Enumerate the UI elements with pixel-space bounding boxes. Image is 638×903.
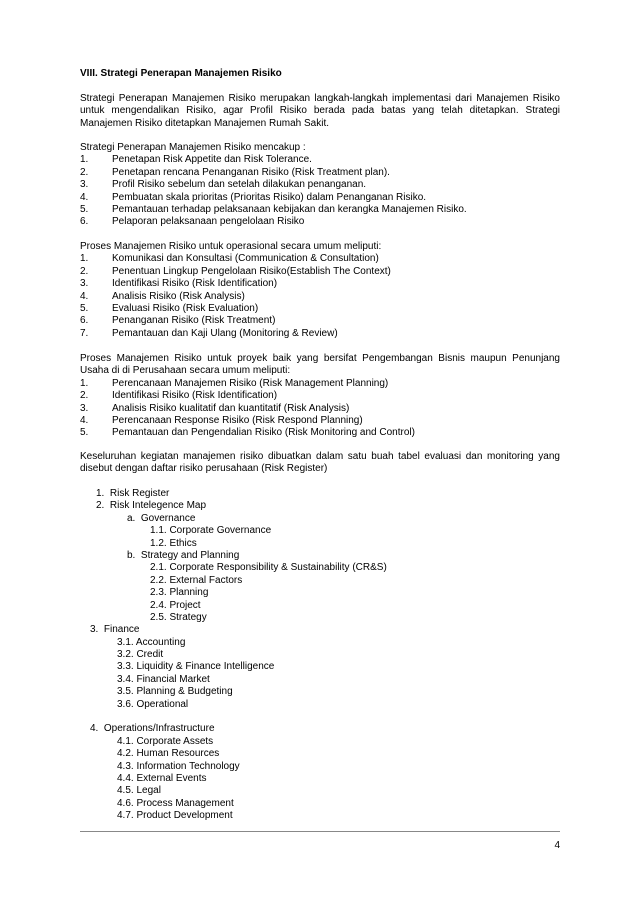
outline-item: 3.4. Financial Market	[117, 673, 210, 685]
list-item-number: 2.	[80, 390, 89, 402]
list-item	[80, 328, 560, 340]
list-item-text: Analisis Risiko kualitatif dan kuantitatif (Risk Analysis)	[112, 402, 350, 414]
outline-item: 4.7. Product Development	[117, 810, 233, 822]
outline-item: 2. Risk Intelegence Map	[96, 500, 207, 512]
list-item-text: Profil Risiko sebelum dan setelah dilakukan penanganan.	[112, 179, 367, 191]
list-item-text: Perencanaan Manajemen Risiko (Risk Management Planning)	[112, 377, 389, 389]
list-item-number: 6.	[80, 216, 89, 228]
list-item	[80, 427, 560, 439]
outline-item: 4.4. External Events	[117, 772, 207, 784]
outline-item: a. Governance	[127, 512, 196, 524]
project-list	[80, 378, 560, 440]
list-item	[80, 154, 560, 166]
list-item-number: 3.	[80, 179, 89, 191]
outline-item: 3.1. Accounting	[117, 636, 186, 648]
list-item-text: Identifikasi Risiko (Risk Identification)	[112, 278, 278, 290]
list-item-number: 4.	[80, 191, 89, 203]
list-item	[80, 403, 560, 415]
outline-item: 3.5. Planning & Budgeting	[117, 686, 233, 698]
list-item-text: Identifikasi Risiko (Risk Identification)	[112, 390, 278, 402]
list-item-number: 5.	[80, 303, 89, 315]
outline-item: 2.3. Planning	[150, 587, 209, 599]
list-item	[80, 303, 560, 315]
list-item-number: 3.	[80, 278, 89, 290]
list-item-number: 2.	[80, 265, 89, 277]
section-heading: VIII. Strategi Penerapan Manajemen Risiko	[80, 68, 282, 79]
list-item	[80, 415, 560, 427]
list-item-text: Penetapan Risk Appetite dan Risk Tolerance.	[112, 154, 312, 166]
project-section	[80, 353, 560, 440]
list-item	[80, 315, 560, 327]
outline-item: b. Strategy and Planning	[127, 549, 240, 561]
list-item-number: 6.	[80, 315, 89, 327]
intro-paragraph: Strategi Penerapan Manajemen Risiko merupakan langkah-langkah implementasi dari Manajemen Risiko untuk mengendalikan Risiko, agar Profil Risiko berada pada batas yang telah ditetapkan. Strategi Manajemen Risiko ditetapkan Manajemen Rumah Sakit.	[80, 93, 560, 129]
outline-item: 2.1. Corporate Responsibility & Sustainability (CR&S)	[150, 562, 387, 574]
list-item-number: 4.	[80, 290, 89, 302]
operational-lead: Proses Manajemen Risiko untuk operasional secara umum meliputi:	[80, 241, 382, 252]
list-item	[80, 390, 560, 402]
list-item-number: 4.	[80, 415, 89, 427]
list-item-text: Penanganan Risiko (Risk Treatment)	[112, 315, 276, 327]
outline-item: 4.6. Process Management	[117, 797, 234, 809]
operational-list	[80, 253, 560, 340]
list-item	[80, 216, 560, 228]
list-item	[80, 278, 560, 290]
outline-item: 3.6. Operational	[117, 698, 189, 710]
outline-item: 3. Finance	[90, 624, 140, 636]
outline-item: 4. Operations/Infrastructure	[90, 723, 215, 735]
footer-divider	[80, 831, 560, 832]
outline-item: 4.5. Legal	[117, 785, 161, 797]
list-item-text: Perencanaan Response Risiko (Risk Respond Planning)	[112, 415, 363, 427]
register-paragraph: Keseluruhan kegiatan manajemen risiko dibuatkan dalam satu buah tabel evaluasi dan monitoring yang disebut dengan daftar risiko perusahaan (Risk Register)	[80, 451, 560, 475]
outline-item: 3.3. Liquidity & Finance Intelligence	[117, 661, 275, 673]
outline-item: 4.1. Corporate Assets	[117, 735, 214, 747]
outline-item: 1.2. Ethics	[150, 537, 197, 549]
page-number: 4	[554, 840, 560, 851]
list-item-text: Penetapan rencana Penanganan Risiko (Risk Treatment plan).	[112, 166, 390, 178]
outline-item: 2.5. Strategy	[150, 611, 207, 623]
list-item-number: 1.	[80, 377, 89, 389]
list-item-text: Pembuatan skala prioritas (Prioritas Risiko) dalam Penanganan Risiko.	[112, 191, 427, 203]
list-item-text: Pemantauan dan Pengendalian Risiko (Risk Monitoring and Control)	[112, 427, 415, 439]
outline-item: 1.1. Corporate Governance	[150, 525, 272, 537]
list-item-text: Pemantauan terhadap pelaksanaan kebijakan dan kerangka Manajemen Risiko.	[112, 204, 467, 216]
list-item	[80, 378, 560, 390]
list-item	[80, 204, 560, 216]
list-item-number: 5.	[80, 427, 89, 439]
list-item-text: Analisis Risiko (Risk Analysis)	[112, 290, 245, 302]
list-item-number: 1.	[80, 154, 89, 166]
list-item-number: 7.	[80, 327, 89, 339]
list-item	[80, 167, 560, 179]
strategy-list	[80, 154, 560, 228]
outline-item: 1. Risk Register	[96, 488, 170, 499]
list-item	[80, 179, 560, 191]
outline-item: 4.2. Human Resources	[117, 748, 220, 760]
list-item	[80, 192, 560, 204]
list-item-text: Pemantauan dan Kaji Ulang (Monitoring & Review)	[112, 327, 338, 339]
risk-register-outline	[80, 488, 560, 823]
outline-item	[80, 711, 560, 723]
list-item-text: Pelaporan pelaksanaan pengelolaan Risiko	[112, 216, 305, 228]
list-item	[80, 253, 560, 265]
list-item	[80, 291, 560, 303]
list-item-number: 3.	[80, 402, 89, 414]
list-item-number: 2.	[80, 166, 89, 178]
list-item-text: Evaluasi Risiko (Risk Evaluation)	[112, 303, 259, 315]
list-item-text: Komunikasi dan Konsultasi (Communication & Consultation)	[112, 253, 379, 265]
list-item	[80, 266, 560, 278]
strategy-lead: Strategi Penerapan Manajemen Risiko mencakup :	[80, 142, 306, 153]
operational-section	[80, 241, 560, 340]
outline-item: 4.3. Information Technology	[117, 760, 240, 772]
list-item-number: 5.	[80, 204, 89, 216]
list-item-text: Penentuan Lingkup Pengelolaan Risiko(Establish The Context)	[112, 265, 391, 277]
outline-item: 3.2. Credit	[117, 649, 164, 661]
list-item-number: 1.	[80, 253, 89, 265]
outline-item: 2.4. Project	[150, 599, 201, 611]
strategy-section	[80, 142, 560, 229]
outline-item: 2.2. External Factors	[150, 574, 243, 586]
project-lead: Proses Manajemen Risiko untuk proyek baik yang bersifat Pengembangan Bisnis maupun Penunjang Usaha di di Perusahaan secara umum meliputi:	[80, 353, 560, 377]
